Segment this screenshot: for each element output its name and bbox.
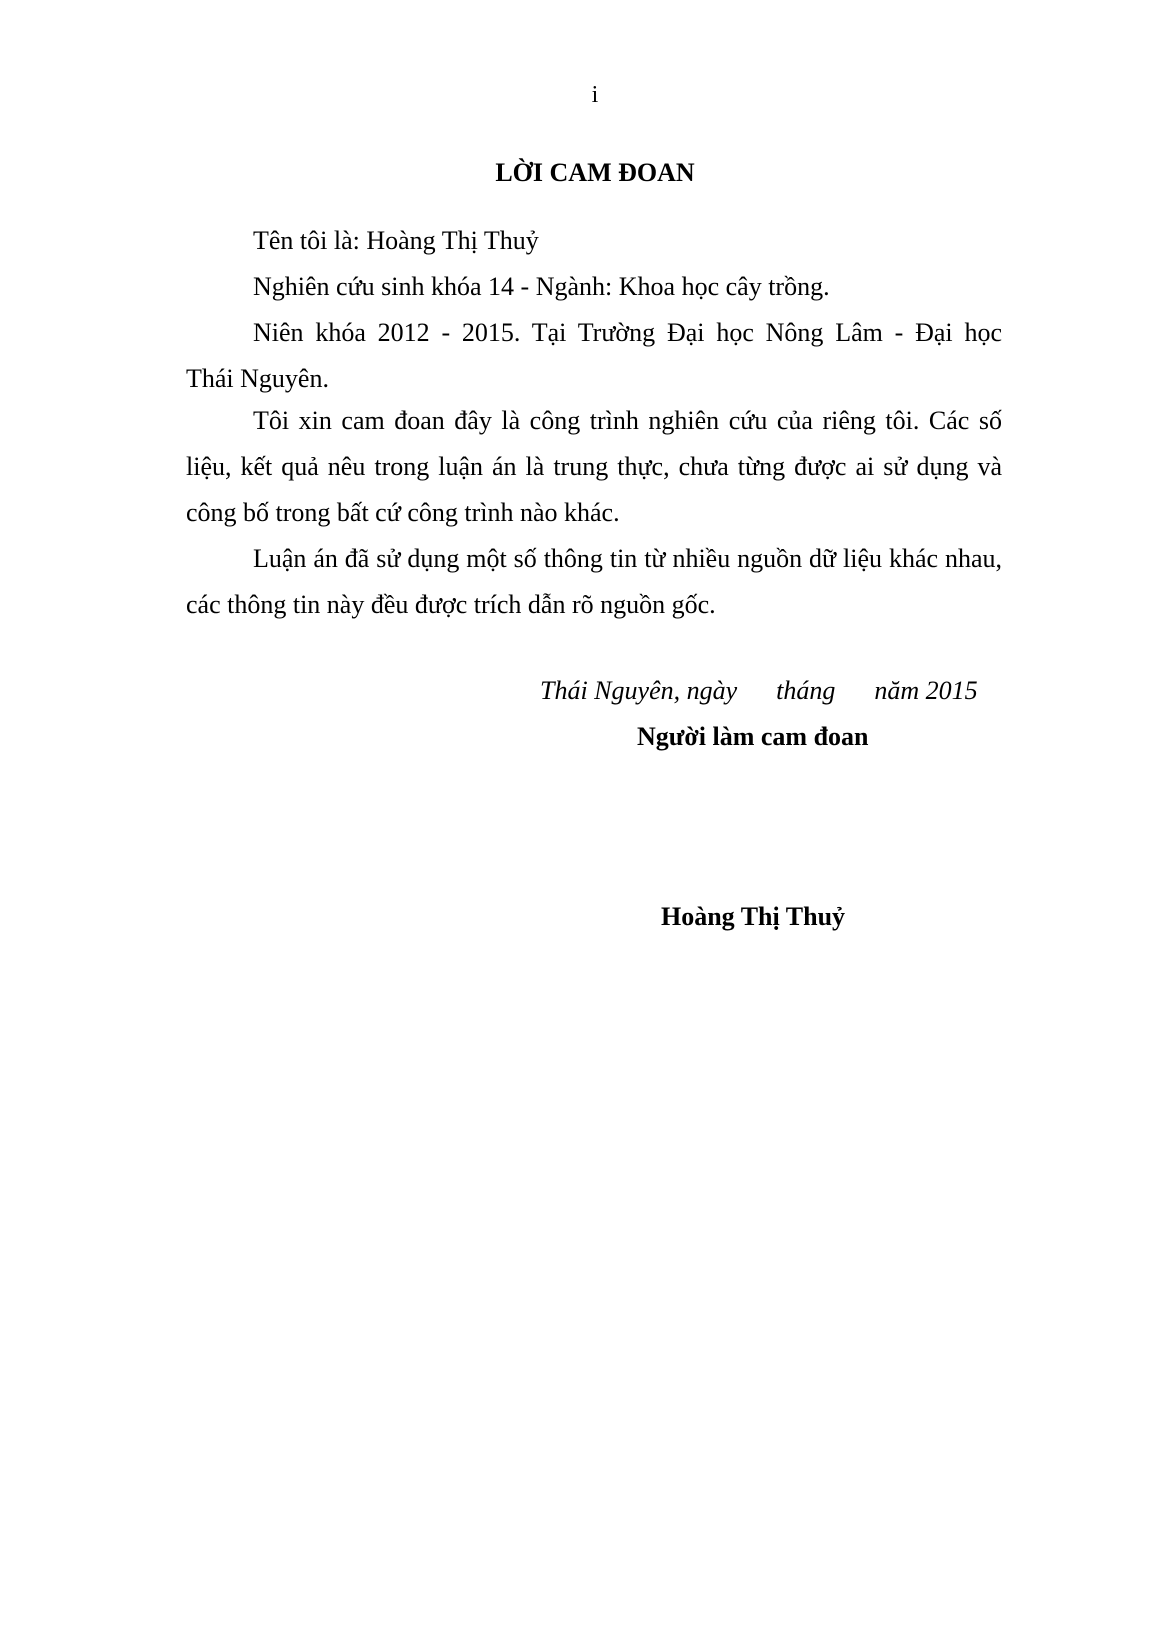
page-title: LỜI CAM ĐOAN [495, 158, 695, 187]
declaration-p1-line-1: Tôi xin cam đoan đây là công trình nghiên cứu của riêng tôi. Các số [253, 406, 1002, 435]
program-line: Nghiên cứu sinh khóa 14 - Ngành: Khoa học cây trồng. [253, 272, 830, 301]
signature-place-date: Thái Nguyên, ngày tháng năm 2015 [540, 676, 978, 705]
declaration-p2-line-1: Luận án đã sử dụng một số thông tin từ nhiều nguồn dữ liệu khác nhau, [253, 544, 1002, 573]
declaration-p2-line-2: các thông tin này đều được trích dẫn rõ nguồn gốc. [186, 590, 716, 619]
name-line: Tên tôi là: Hoàng Thị Thuỷ [253, 226, 539, 255]
signature-role: Người làm cam đoan [637, 722, 869, 751]
declaration-p1-line-2: liệu, kết quả nêu trong luận án là trung thực, chưa từng được ai sử dụng và [186, 452, 1002, 481]
course-line-1: Niên khóa 2012 - 2015. Tại Trường Đại học Nông Lâm - Đại học [253, 318, 1002, 347]
declaration-p1-line-3: công bố trong bất cứ công trình nào khác. [186, 498, 620, 527]
signature-name: Hoàng Thị Thuỷ [661, 902, 846, 931]
page-number: i [591, 82, 599, 108]
course-line-2: Thái Nguyên. [186, 364, 329, 393]
